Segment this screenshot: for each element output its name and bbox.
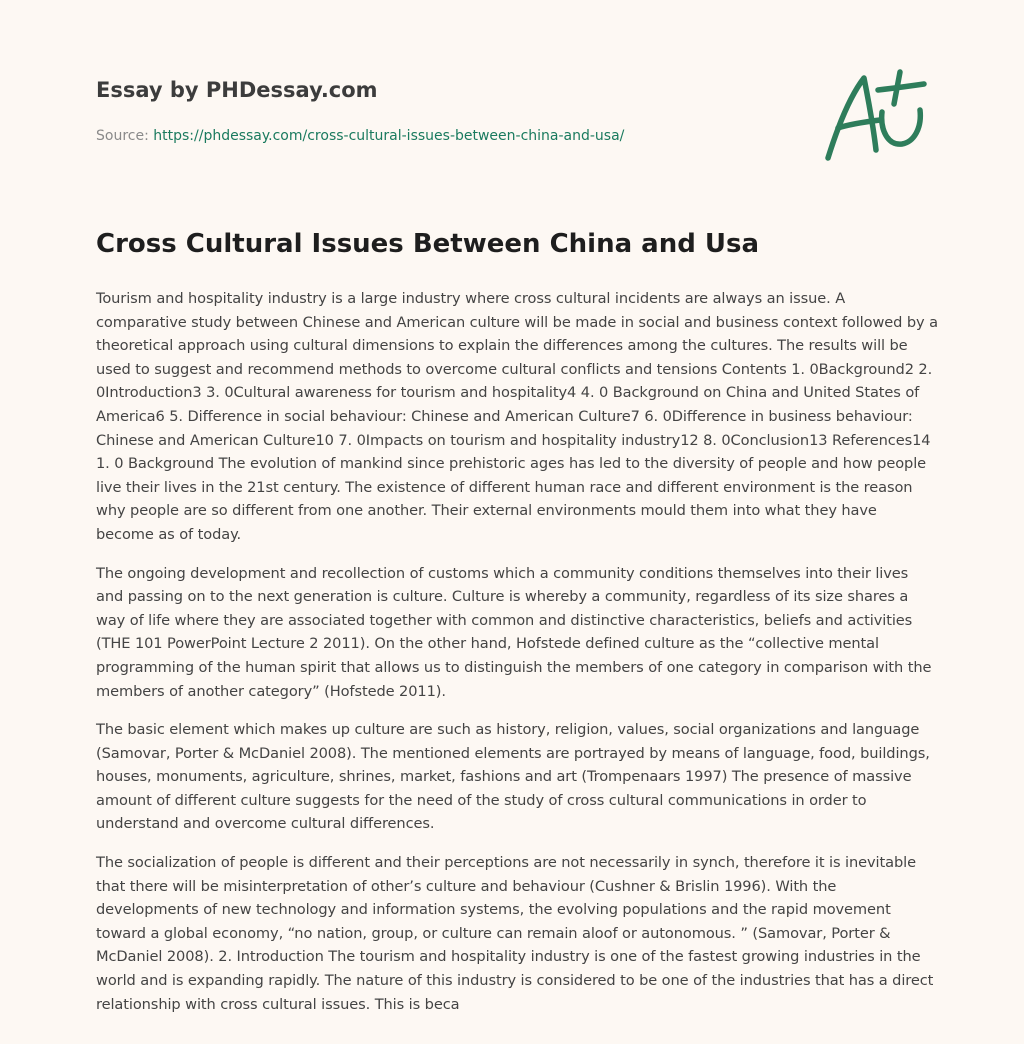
body-paragraph: The ongoing development and recollection of customs which a community conditions themselves into their lives and passing on to the next generation is culture. Culture is whereby a community, regardless of its size shares a way of life where they are associated together with common and distinctive characteristics, beliefs and activities (THE 101 PowerPoint Lecture 2 2011). On the other hand, Hofstede defined culture as the “collective mental programming of the human spirit that allows us to distinguish the members of one category in comparison with the members of another category” (Hofstede 2011). — [96, 564, 932, 700]
body-paragraph: The basic element which makes up culture are such as history, religion, values, social organizations and language (Samovar, Porter & McDaniel 2008). The mentioned elements are portrayed by means of language, food, buildings, houses, monuments, agriculture, shrines, market, fashions and art (Trompenaars 1997) The presence of massive amount of different culture suggests for the need of the study of cross cultural communications in order to understand and overcome cultural differences. — [96, 721, 930, 833]
a-plus-grade-icon — [818, 66, 930, 166]
source-label: Source: — [96, 128, 154, 144]
site-brand: Essay by PHDessay.com — [96, 78, 378, 102]
source-line — [96, 126, 796, 146]
body-paragraph: The socialization of people is different and their perceptions are not necessarily in synch, therefore it is inevitable that there will be misinterpretation of other’s culture and behaviour (Cushner & Brislin 1996). With the developments of new technology and information systems, the evolving populations and the rapid movement toward a global economy, “no nation, group, or culture can remain aloof or autonomous. ” (Samovar, Porter & McDaniel 2008). 2. Introduction The tourism and hospitality industry is one of the fastest growing industries in the world and is expanding rapidly. The nature of this industry is considered to be one of the industries that has a direct relationship with cross cultural issues. This is beca — [96, 854, 934, 1013]
body-paragraph: Tourism and hospitality industry is a large industry where cross cultural incidents are always an issue. A comparative study between Chinese and American culture will be made in social and business context followed by a theoretical approach using cultural dimensions to explain the differences among the cultures. The results will be used to suggest and recommend methods to overcome cultural conflicts and tensions Contents 1. 0Background2 2. 0Introduction3 3. 0Cultural awareness for tourism and hospitality4 4. 0 Background on China and United States of America6 5. Difference in social behaviour: Chinese and American Culture7 6. 0Difference in business behaviour: Chinese and American Culture10 7. 0Impacts on tourism and hospitality industry12 8. 0Conclusion13 References14 1. 0 Background The evolution of mankind since prehistoric ages has led to the diversity of people and how people live their lives in the 21st century. The existence of different human race and different environment is the reason why people are so different from one another. Their external environments mould them into what they have become as of today. — [96, 290, 938, 543]
essay-title: Cross Cultural Issues Between China and Usa — [96, 229, 760, 259]
source-link[interactable]: https://phdessay.com/cross-cultural-issues-between-china-and-usa/ — [153, 128, 625, 144]
essay-body — [96, 287, 938, 1031]
essay-header — [96, 76, 796, 146]
